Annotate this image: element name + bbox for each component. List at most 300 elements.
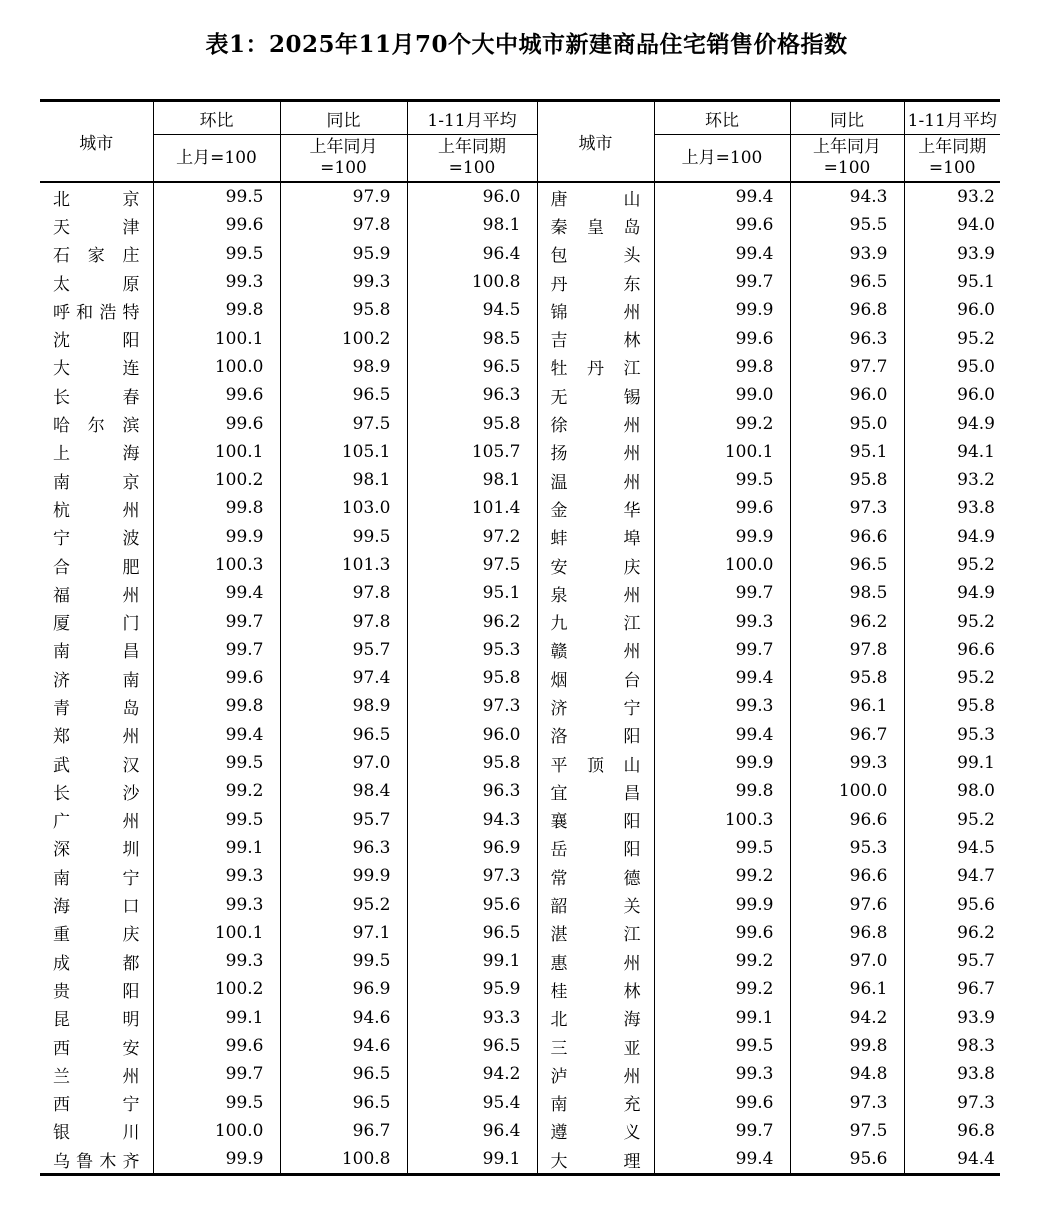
yoy-cell: 97.8 [280, 579, 407, 607]
city-cell [537, 1004, 654, 1032]
table-row [40, 296, 1000, 324]
yoy-cell: 94.6 [280, 1032, 407, 1060]
mom-cell: 99.4 [153, 579, 280, 607]
city-name: 常 德 [550, 868, 641, 889]
avg-cell: 95.3 [957, 724, 995, 745]
avg-cell: 97.3 [407, 862, 537, 890]
city-cell [40, 692, 153, 720]
avg-cell: 95.7 [957, 951, 995, 972]
city-cell [537, 890, 654, 918]
city-cell [40, 324, 153, 352]
subheader-avg-right [904, 135, 1000, 183]
city-name: 安 庆 [550, 557, 641, 578]
avg-cell: 95.1 [957, 272, 995, 293]
mom-cell: 99.8 [153, 692, 280, 720]
table-row [40, 1089, 1000, 1117]
city-cell [40, 494, 153, 522]
avg-cell: 93.3 [407, 1004, 537, 1032]
city-name: 秦 皇 岛 [550, 217, 641, 238]
avg-cell: 95.8 [407, 409, 537, 437]
mom-cell: 99.4 [654, 182, 790, 211]
city-name: 金 华 [550, 500, 641, 521]
avg-cell: 99.1 [407, 1145, 537, 1175]
avg-cell: 98.3 [957, 1036, 995, 1057]
city-name: 西 宁 [53, 1095, 140, 1116]
avg-cell: 95.0 [957, 356, 995, 377]
city-cell [40, 749, 153, 777]
mom-cell: 99.6 [654, 211, 790, 239]
mom-cell: 99.6 [654, 919, 790, 947]
mom-cell: 100.0 [654, 551, 790, 579]
avg-cell: 99.1 [957, 753, 995, 774]
city-cell [537, 523, 654, 551]
table-row [40, 466, 1000, 494]
city-name: 厦 门 [53, 614, 140, 635]
table-row [40, 1032, 1000, 1060]
table-row [40, 494, 1000, 522]
mom-cell: 99.3 [153, 890, 280, 918]
yoy-cell: 96.5 [790, 268, 904, 296]
mom-cell: 99.2 [654, 947, 790, 975]
city-cell [40, 862, 153, 890]
city-name: 南 宁 [53, 868, 140, 889]
avg-cell: 99.1 [407, 947, 537, 975]
avg-cell: 97.3 [407, 692, 537, 720]
yoy-cell: 97.5 [280, 409, 407, 437]
mom-cell: 99.1 [654, 1004, 790, 1032]
yoy-cell: 93.9 [790, 240, 904, 268]
city-cell [40, 438, 153, 466]
city-cell [537, 579, 654, 607]
city-cell [537, 409, 654, 437]
yoy-cell: 96.1 [790, 692, 904, 720]
city-cell [40, 919, 153, 947]
avg-cell: 94.3 [407, 806, 537, 834]
avg-cell: 94.4 [957, 1149, 995, 1170]
city-name: 唐 山 [550, 189, 641, 210]
mom-cell: 99.3 [654, 1060, 790, 1088]
yoy-cell: 96.6 [790, 862, 904, 890]
header-mom-left: 环比 [153, 101, 280, 135]
page-title: 表1：2025年11月70个大中城市新建商品住宅销售价格指数 [205, 31, 848, 58]
mom-cell: 99.6 [153, 1032, 280, 1060]
subheader-label: 上月=100 [681, 147, 763, 168]
mom-cell: 100.3 [654, 806, 790, 834]
avg-cell: 95.2 [957, 555, 995, 575]
city-cell [40, 551, 153, 579]
city-cell [40, 1145, 153, 1175]
city-cell [537, 664, 654, 692]
header-yoy-left: 同比 [280, 101, 407, 135]
mom-cell: 100.0 [153, 353, 280, 381]
avg-cell: 94.9 [957, 526, 995, 547]
city-cell [537, 806, 654, 834]
city-name: 赣 州 [550, 642, 641, 663]
city-name: 郑 州 [53, 727, 140, 748]
header-city-right: 城市 [537, 101, 654, 183]
yoy-cell: 95.0 [790, 409, 904, 437]
avg-cell: 98.1 [407, 466, 537, 494]
avg-cell: 95.2 [957, 328, 995, 349]
mom-cell: 100.1 [153, 438, 280, 466]
city-cell [40, 607, 153, 635]
city-name: 徐 州 [550, 416, 641, 437]
city-name: 成 都 [53, 953, 140, 974]
mom-cell: 99.3 [153, 268, 280, 296]
mom-cell: 99.6 [654, 1089, 790, 1117]
yoy-cell: 97.8 [280, 211, 407, 239]
city-cell [537, 749, 654, 777]
city-cell [537, 777, 654, 805]
mom-cell: 99.9 [654, 890, 790, 918]
mom-cell: 99.5 [654, 1032, 790, 1060]
avg-cell: 96.3 [407, 381, 537, 409]
mom-cell: 99.9 [153, 523, 280, 551]
table-row [40, 182, 1000, 211]
city-cell [537, 1117, 654, 1145]
avg-cell: 94.7 [957, 866, 995, 887]
city-cell [40, 182, 153, 211]
yoy-cell: 96.6 [790, 523, 904, 551]
city-cell [537, 268, 654, 296]
avg-cell: 96.7 [957, 979, 995, 1000]
city-name: 大 连 [53, 359, 140, 380]
avg-cell: 93.8 [957, 1064, 995, 1085]
yoy-cell: 95.3 [790, 834, 904, 862]
subheader-label: =100 [823, 158, 871, 178]
table-row [40, 749, 1000, 777]
avg-cell: 94.2 [407, 1060, 537, 1088]
avg-cell: 95.8 [407, 664, 537, 692]
avg-cell: 98.5 [407, 324, 537, 352]
avg-cell: 96.5 [407, 353, 537, 381]
mom-cell: 99.6 [654, 494, 790, 522]
table-row [40, 777, 1000, 805]
city-name: 泸 州 [550, 1066, 641, 1087]
yoy-cell: 97.3 [790, 494, 904, 522]
avg-cell: 95.6 [957, 894, 995, 915]
city-cell [40, 268, 153, 296]
yoy-cell: 96.7 [790, 721, 904, 749]
city-cell [537, 353, 654, 381]
mom-cell: 99.8 [654, 777, 790, 805]
table-row [40, 664, 1000, 692]
avg-cell: 95.3 [407, 636, 537, 664]
yoy-cell: 97.6 [790, 890, 904, 918]
table-row [40, 409, 1000, 437]
city-cell [40, 636, 153, 664]
avg-cell: 93.9 [957, 243, 995, 264]
city-name: 锦 州 [550, 302, 641, 323]
city-cell [537, 1089, 654, 1117]
city-name: 扬 州 [550, 444, 641, 465]
city-cell [40, 947, 153, 975]
city-name: 包 头 [550, 246, 641, 267]
table-row [40, 268, 1000, 296]
avg-cell: 94.5 [407, 296, 537, 324]
mom-cell: 99.2 [654, 862, 790, 890]
avg-cell: 93.8 [957, 498, 995, 519]
city-name: 遵 义 [550, 1123, 641, 1144]
yoy-cell: 95.7 [280, 636, 407, 664]
mom-cell: 99.7 [654, 1117, 790, 1145]
mom-cell: 99.4 [654, 1145, 790, 1175]
city-name: 贵 阳 [53, 981, 140, 1002]
table-row [40, 862, 1000, 890]
avg-cell: 94.1 [957, 441, 995, 462]
city-name: 三 亚 [550, 1038, 641, 1059]
mom-cell: 99.7 [153, 1060, 280, 1088]
mom-cell: 99.5 [654, 834, 790, 862]
yoy-cell: 99.5 [280, 523, 407, 551]
city-name: 合 肥 [53, 557, 140, 578]
city-name: 牡 丹 江 [550, 359, 641, 380]
mom-cell: 99.8 [654, 353, 790, 381]
yoy-cell: 95.1 [790, 438, 904, 466]
yoy-cell: 100.2 [280, 324, 407, 352]
city-name: 韶 关 [550, 897, 641, 918]
yoy-cell: 95.6 [790, 1145, 904, 1175]
subheader-label: 上年同期 [438, 137, 506, 157]
city-name: 银 川 [53, 1123, 140, 1144]
table-row [40, 919, 1000, 947]
city-name: 九 江 [550, 614, 641, 635]
subheader-label: =100 [448, 158, 496, 178]
mom-cell: 99.5 [153, 806, 280, 834]
city-name: 乌 鲁 木 齐 [53, 1151, 140, 1172]
city-cell [40, 296, 153, 324]
table-row [40, 721, 1000, 749]
header-avg-right: 1-11月平均 [904, 101, 1000, 135]
avg-cell: 95.8 [957, 696, 995, 717]
mom-cell: 99.6 [153, 381, 280, 409]
city-cell [537, 692, 654, 720]
city-name: 南 充 [550, 1095, 641, 1116]
table-row [40, 240, 1000, 268]
city-cell [40, 1060, 153, 1088]
avg-cell: 96.4 [407, 240, 537, 268]
city-cell [537, 211, 654, 239]
city-name: 上 海 [53, 444, 140, 465]
city-cell [40, 1089, 153, 1117]
mom-cell: 99.7 [654, 268, 790, 296]
city-cell [537, 438, 654, 466]
avg-cell: 96.3 [407, 777, 537, 805]
yoy-cell: 100.0 [790, 777, 904, 805]
header-avg-left: 1-11月平均 [407, 101, 537, 135]
yoy-cell: 96.1 [790, 975, 904, 1003]
city-name: 北 京 [53, 189, 140, 210]
mom-cell: 100.2 [153, 466, 280, 494]
city-cell [40, 806, 153, 834]
yoy-cell: 96.3 [790, 324, 904, 352]
yoy-cell: 97.8 [280, 607, 407, 635]
subheader-label: =100 [928, 158, 976, 178]
mom-cell: 99.9 [654, 749, 790, 777]
city-cell [40, 1032, 153, 1060]
yoy-cell: 96.5 [280, 381, 407, 409]
avg-cell: 98.1 [407, 211, 537, 239]
city-cell [537, 324, 654, 352]
avg-cell: 96.5 [407, 1032, 537, 1060]
city-cell [537, 1060, 654, 1088]
city-name: 无 锡 [550, 387, 641, 408]
mom-cell: 99.4 [654, 240, 790, 268]
yoy-cell: 95.8 [790, 466, 904, 494]
city-name: 蚌 埠 [550, 529, 641, 550]
city-name: 襄 阳 [550, 812, 641, 833]
yoy-cell: 96.9 [280, 975, 407, 1003]
subheader-mom-right [654, 135, 790, 183]
yoy-cell: 95.5 [790, 211, 904, 239]
avg-cell: 97.5 [407, 551, 537, 579]
yoy-cell: 97.8 [790, 636, 904, 664]
city-cell [40, 353, 153, 381]
city-name: 深 圳 [53, 840, 140, 861]
city-cell [537, 182, 654, 211]
mom-cell: 99.9 [153, 1145, 280, 1175]
city-name: 兰 州 [53, 1066, 140, 1087]
city-cell [40, 777, 153, 805]
avg-cell: 95.2 [957, 809, 995, 830]
city-name: 济 南 [53, 670, 140, 691]
yoy-cell: 97.9 [280, 182, 407, 211]
avg-cell: 97.2 [407, 523, 537, 551]
city-name: 沈 阳 [53, 331, 140, 352]
mom-cell: 99.9 [654, 296, 790, 324]
header-mom-right: 环比 [654, 101, 790, 135]
city-name: 平 顶 山 [550, 755, 641, 776]
city-cell [40, 1004, 153, 1032]
city-name: 南 京 [53, 472, 140, 493]
mom-cell: 99.1 [153, 1004, 280, 1032]
table-row [40, 890, 1000, 918]
yoy-cell: 94.8 [790, 1060, 904, 1088]
table-row [40, 692, 1000, 720]
mom-cell: 99.8 [153, 494, 280, 522]
city-cell [537, 947, 654, 975]
city-cell [40, 466, 153, 494]
table-row [40, 975, 1000, 1003]
mom-cell: 99.3 [153, 947, 280, 975]
mom-cell: 99.7 [654, 579, 790, 607]
avg-cell: 96.0 [957, 385, 995, 406]
city-name: 宁 波 [53, 529, 140, 550]
table-row [40, 834, 1000, 862]
yoy-cell: 96.3 [280, 834, 407, 862]
table-row [40, 324, 1000, 352]
city-cell [40, 1117, 153, 1145]
avg-cell: 95.6 [407, 890, 537, 918]
mom-cell: 99.3 [654, 607, 790, 635]
yoy-cell: 94.2 [790, 1004, 904, 1032]
yoy-cell: 98.4 [280, 777, 407, 805]
mom-cell: 99.6 [153, 409, 280, 437]
subheader-yoy-right [790, 135, 904, 183]
table-row [40, 947, 1000, 975]
city-name: 广 州 [53, 812, 140, 833]
yoy-cell: 99.3 [280, 268, 407, 296]
yoy-cell: 99.3 [790, 749, 904, 777]
city-name: 长 沙 [53, 783, 140, 804]
yoy-cell: 97.0 [280, 749, 407, 777]
mom-cell: 99.2 [654, 975, 790, 1003]
yoy-cell: 94.3 [790, 182, 904, 211]
mom-cell: 99.6 [654, 324, 790, 352]
city-cell [40, 409, 153, 437]
city-name: 温 州 [550, 472, 641, 493]
city-name: 惠 州 [550, 953, 641, 974]
yoy-cell: 95.2 [280, 890, 407, 918]
mom-cell: 99.3 [654, 692, 790, 720]
city-cell [537, 381, 654, 409]
mom-cell: 99.7 [654, 636, 790, 664]
yoy-cell: 96.7 [280, 1117, 407, 1145]
city-cell [537, 834, 654, 862]
yoy-cell: 99.8 [790, 1032, 904, 1060]
yoy-cell: 98.9 [280, 692, 407, 720]
mom-cell: 99.9 [654, 523, 790, 551]
city-name: 宜 昌 [550, 783, 641, 804]
yoy-cell: 105.1 [280, 438, 407, 466]
mom-cell: 99.3 [153, 862, 280, 890]
city-name: 桂 林 [550, 981, 641, 1002]
city-cell [40, 211, 153, 239]
avg-cell: 96.2 [407, 607, 537, 635]
mom-cell: 99.4 [153, 721, 280, 749]
yoy-cell: 97.5 [790, 1117, 904, 1145]
city-name: 烟 台 [550, 670, 641, 691]
avg-cell: 95.8 [407, 749, 537, 777]
avg-cell: 94.9 [957, 583, 995, 604]
mom-cell: 100.1 [654, 438, 790, 466]
avg-cell: 94.9 [957, 413, 995, 434]
table-row [40, 806, 1000, 834]
avg-cell: 96.5 [407, 919, 537, 947]
mom-cell: 100.1 [153, 919, 280, 947]
avg-cell: 93.2 [957, 470, 995, 491]
table-row [40, 607, 1000, 635]
yoy-cell: 96.5 [790, 551, 904, 579]
mom-cell: 99.8 [153, 296, 280, 324]
avg-cell: 96.9 [407, 834, 537, 862]
city-name: 长 春 [53, 387, 140, 408]
table-row [40, 1117, 1000, 1145]
header-row-top [40, 101, 1000, 135]
city-cell [537, 862, 654, 890]
city-cell [537, 1145, 654, 1175]
city-cell [537, 551, 654, 579]
subheader-yoy-left [280, 135, 407, 183]
table-row [40, 381, 1000, 409]
avg-cell: 105.7 [407, 438, 537, 466]
city-cell [537, 296, 654, 324]
yoy-cell: 95.7 [280, 806, 407, 834]
avg-cell: 93.9 [957, 1007, 995, 1028]
yoy-cell: 96.5 [280, 1089, 407, 1117]
avg-cell: 94.5 [957, 837, 995, 858]
city-name: 海 口 [53, 897, 140, 918]
table-row [40, 1004, 1000, 1032]
avg-cell: 95.2 [957, 668, 995, 689]
mom-cell: 99.4 [654, 721, 790, 749]
avg-cell: 96.0 [957, 300, 995, 321]
mom-cell: 99.5 [153, 749, 280, 777]
city-cell [40, 975, 153, 1003]
subheader-label: 上月=100 [176, 147, 257, 168]
city-name: 昆 明 [53, 1010, 140, 1031]
mom-cell: 99.6 [153, 211, 280, 239]
